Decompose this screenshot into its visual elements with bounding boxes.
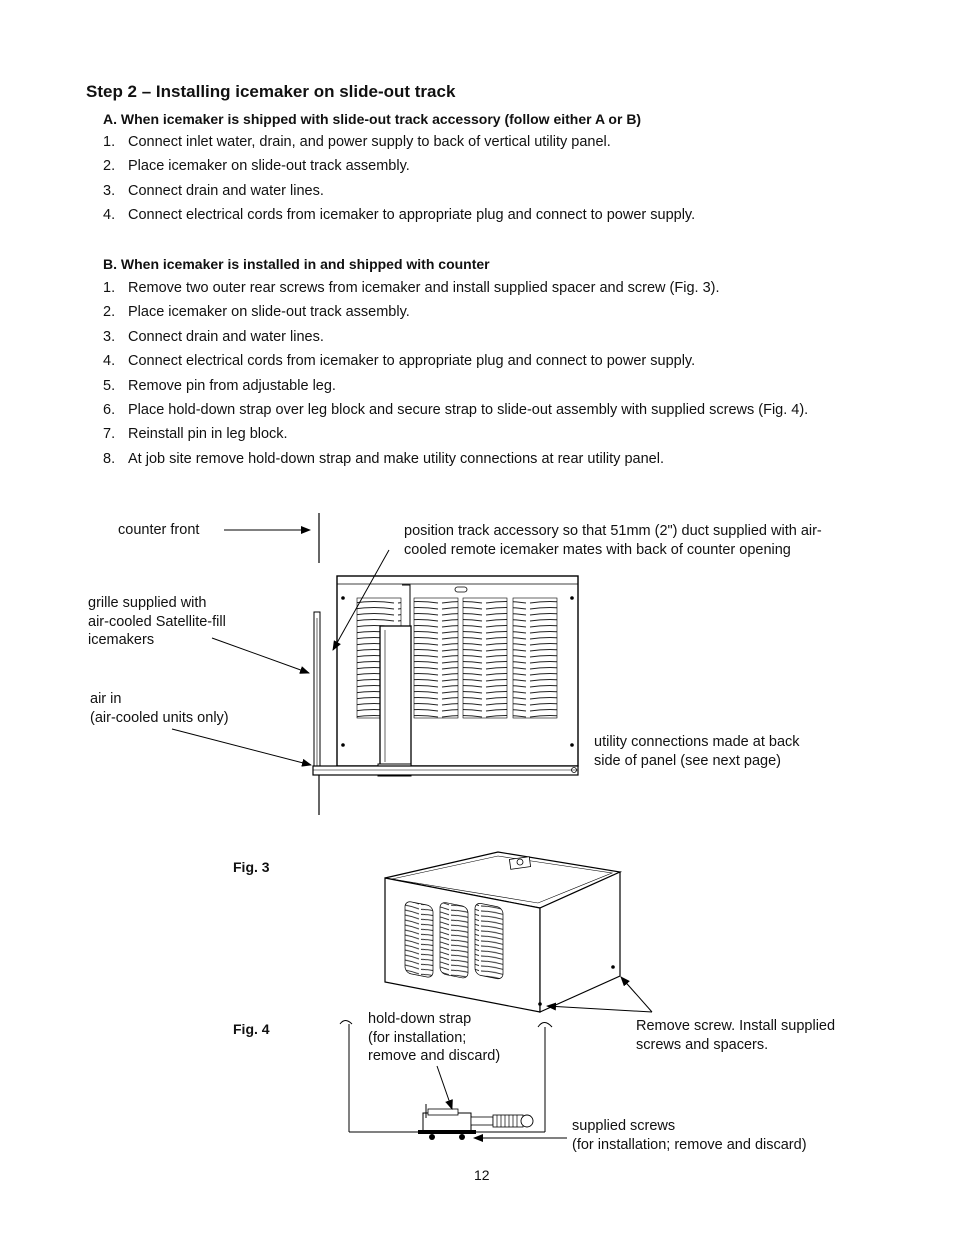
fig3-caption: Fig. 3 — [233, 859, 270, 875]
list-item: 1. Connect inlet water, drain, and power supply to back of vertical utility panel. — [103, 134, 611, 150]
label-grille: grille supplied with air-cooled Satellite-fill icemakers — [88, 595, 226, 648]
label-hold-down-strap: hold-down strap (for installation; remove and discard) — [368, 1011, 501, 1064]
fig4-drawing — [340, 852, 652, 1140]
list-item: 3. Connect drain and water lines. — [103, 182, 324, 199]
list-item: 5. Remove pin from adjustable leg. — [103, 377, 336, 394]
label-counter-front: counter front — [118, 522, 200, 538]
section-b-heading: B. When icemaker is installed in and shipped with counter — [103, 256, 490, 272]
page-number: 12 — [474, 1167, 490, 1183]
fig4-caption: Fig. 4 — [233, 1021, 270, 1037]
label-supplied-screws: supplied screws (for installation; remove and discard) — [572, 1118, 807, 1153]
page-title: Step 2 – Installing icemaker on slide-out track — [86, 82, 456, 101]
label-utility-connections: utility connections made at back side of panel (see next page) — [594, 734, 800, 769]
section-a-heading: A. When icemaker is shipped with slide-out track accessory (follow either A or B) — [103, 111, 642, 127]
list-item: 2. Place icemaker on slide-out track assembly. — [103, 304, 410, 321]
list-item: 6. Place hold-down strap over leg block and secure strap to slide-out assembly with supplied screws (Fig. 4). — [103, 401, 809, 418]
list-item: 3. Connect drain and water lines. — [103, 328, 324, 345]
list-item: 4. Connect electrical cords from icemaker to appropriate plug and connect to power supply. — [103, 207, 696, 224]
label-remove-screw: Remove screw. Install supplied screws and spacers. — [636, 1018, 836, 1053]
label-position-track: position track accessory so that 51mm (2") duct supplied with air- cooled remote icemaker mates with back of counter opening — [404, 523, 822, 558]
label-air-in: air in (air-cooled units only) — [90, 691, 229, 726]
list-item: 1. Remove two outer rear screws from icemaker and install supplied spacer and screw (Fig. 3). — [103, 280, 720, 296]
list-item: 8. At job site remove hold-down strap and make utility connections at rear utility panel. — [103, 450, 664, 467]
list-item: 7. Reinstall pin in leg block. — [103, 426, 288, 443]
list-item: 4. Connect electrical cords from icemaker to appropriate plug and connect to power supply. — [103, 353, 696, 370]
list-item: 2. Place icemaker on slide-out track assembly. — [103, 158, 410, 175]
